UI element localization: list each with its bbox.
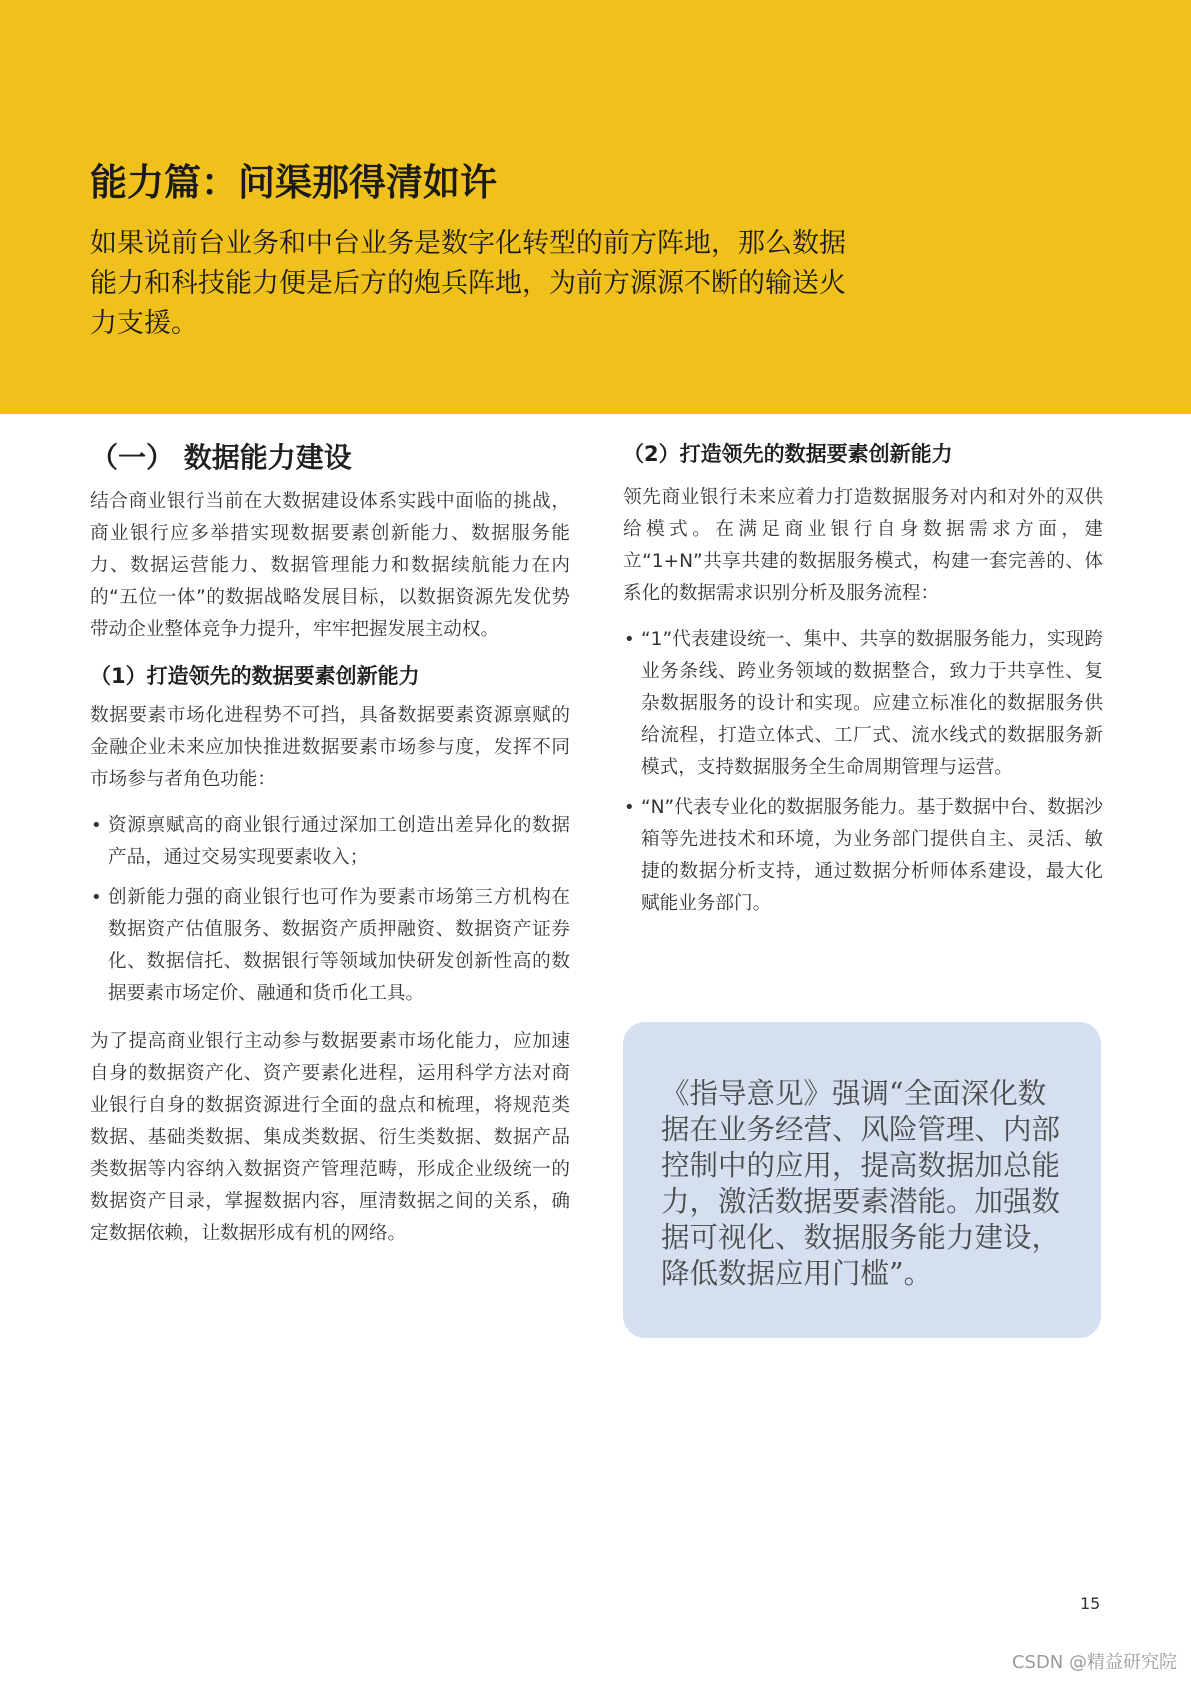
bullet-dot-icon: • xyxy=(91,815,102,836)
section-heading: （一） 数据能力建设 xyxy=(90,441,352,474)
list-item-text: 资源禀赋高的商业银行通过深加工创造出差异化的数据产品，通过交易实现要素收入； xyxy=(108,815,570,868)
quote-callout xyxy=(623,1022,1101,1338)
intro-paragraph: 结合商业银行当前在大数据建设体系实践中面临的挑战，商业银行应多举措实现数据要素创新能力、数据服务能力、数据运营能力、数据管理能力和数据续航能力在内的“五位一体”的数据战略发展目标，以数据资源先发优势带动企业整体竞争力提升，牢牢把握发展主动权。 xyxy=(90,491,570,640)
list-item xyxy=(623,792,1103,920)
bullet-list-left xyxy=(90,810,570,1010)
list-item-text: “N”代表专业化的数据服务能力。基于数据中台、数据沙箱等先进技术和环境，为业务部门提供自主、灵活、敏捷的数据分析支持，通过数据分析师体系建设，最大化赋能业务部门。 xyxy=(641,797,1103,914)
quote-text: 《指导意见》强调“全面深化数据在业务经营、风险管理、内部控制中的应用，提高数据加总能力，激活数据要素潜能。加强数据可视化、数据服务能力建设，降低数据应用门槛”。 xyxy=(661,1077,1061,1290)
bullet-dot-icon: • xyxy=(91,887,102,908)
bullet-dot-icon: • xyxy=(624,629,635,650)
sub-intro-paragraph: 数据要素市场化进程势不可挡，具备数据要素资源禀赋的金融企业未来应加快推进数据要素市场参与度，发挥不同市场参与者角色功能： xyxy=(90,705,570,790)
page-number: 15 xyxy=(1080,1594,1101,1613)
sub-heading-1: （1）打造领先的数据要素创新能力 xyxy=(90,664,420,688)
bullet-list-right xyxy=(623,624,1103,920)
right-column xyxy=(623,438,1103,928)
closing-paragraph: 为了提高商业银行主动参与数据要素市场化能力，应加速自身的数据资产化、资产要素化进程，运用科学方法对商业银行自身的数据资源进行全面的盘点和梳理，将规范类数据、基础类数据、集成类数据、衍生类数据、数据产品类数据等内容纳入数据资产管理范畴，形成企业级统一的数据资产目录，掌握数据内容，厘清数据之间的关系，确定数据依赖，让数据形成有机的网络。 xyxy=(90,1031,570,1244)
right-intro-paragraph: 领先商业银行未来应着力打造数据服务对内和对外的双供给模式。在满足商业银行自身数据需求方面，建立“1+N”共享共建的数据服务模式，构建一套完善的、体系化的数据需求识别分析及服务流程： xyxy=(623,487,1103,604)
hero-banner xyxy=(0,0,1191,414)
list-item-text: 创新能力强的商业银行也可作为要素市场第三方机构在数据资产估值服务、数据资产质押融资、数据资产证券化、数据信托、数据银行等领域加快研发创新性高的数据要素市场定价、融通和货币化工具。 xyxy=(108,887,570,1004)
lead-paragraph: 如果说前台业务和中台业务是数字化转型的前方阵地，那么数据能力和科技能力便是后方的炮兵阵地，为前方源源不断的输送火力支援。 xyxy=(90,228,846,339)
sub-heading-2: （2）打造领先的数据要素创新能力 xyxy=(623,442,953,466)
list-item-text: “1”代表建设统一、集中、共享的数据服务能力，实现跨业务条线、跨业务领域的数据整合，致力于共享性、复杂数据服务的设计和实现。应建立标准化的数据服务供给流程，打造立体式、工厂式、流水线式的数据服务新模式，支持数据服务全生命周期管理与运营。 xyxy=(641,629,1103,778)
page-title: 能力篇：问渠那得清如许 xyxy=(90,161,497,204)
list-item xyxy=(90,810,570,874)
left-column xyxy=(90,438,570,1250)
list-item xyxy=(623,624,1103,784)
bullet-dot-icon: • xyxy=(624,797,635,818)
watermark: CSDN @精益研究院 xyxy=(1011,1652,1177,1673)
list-item xyxy=(90,882,570,1010)
